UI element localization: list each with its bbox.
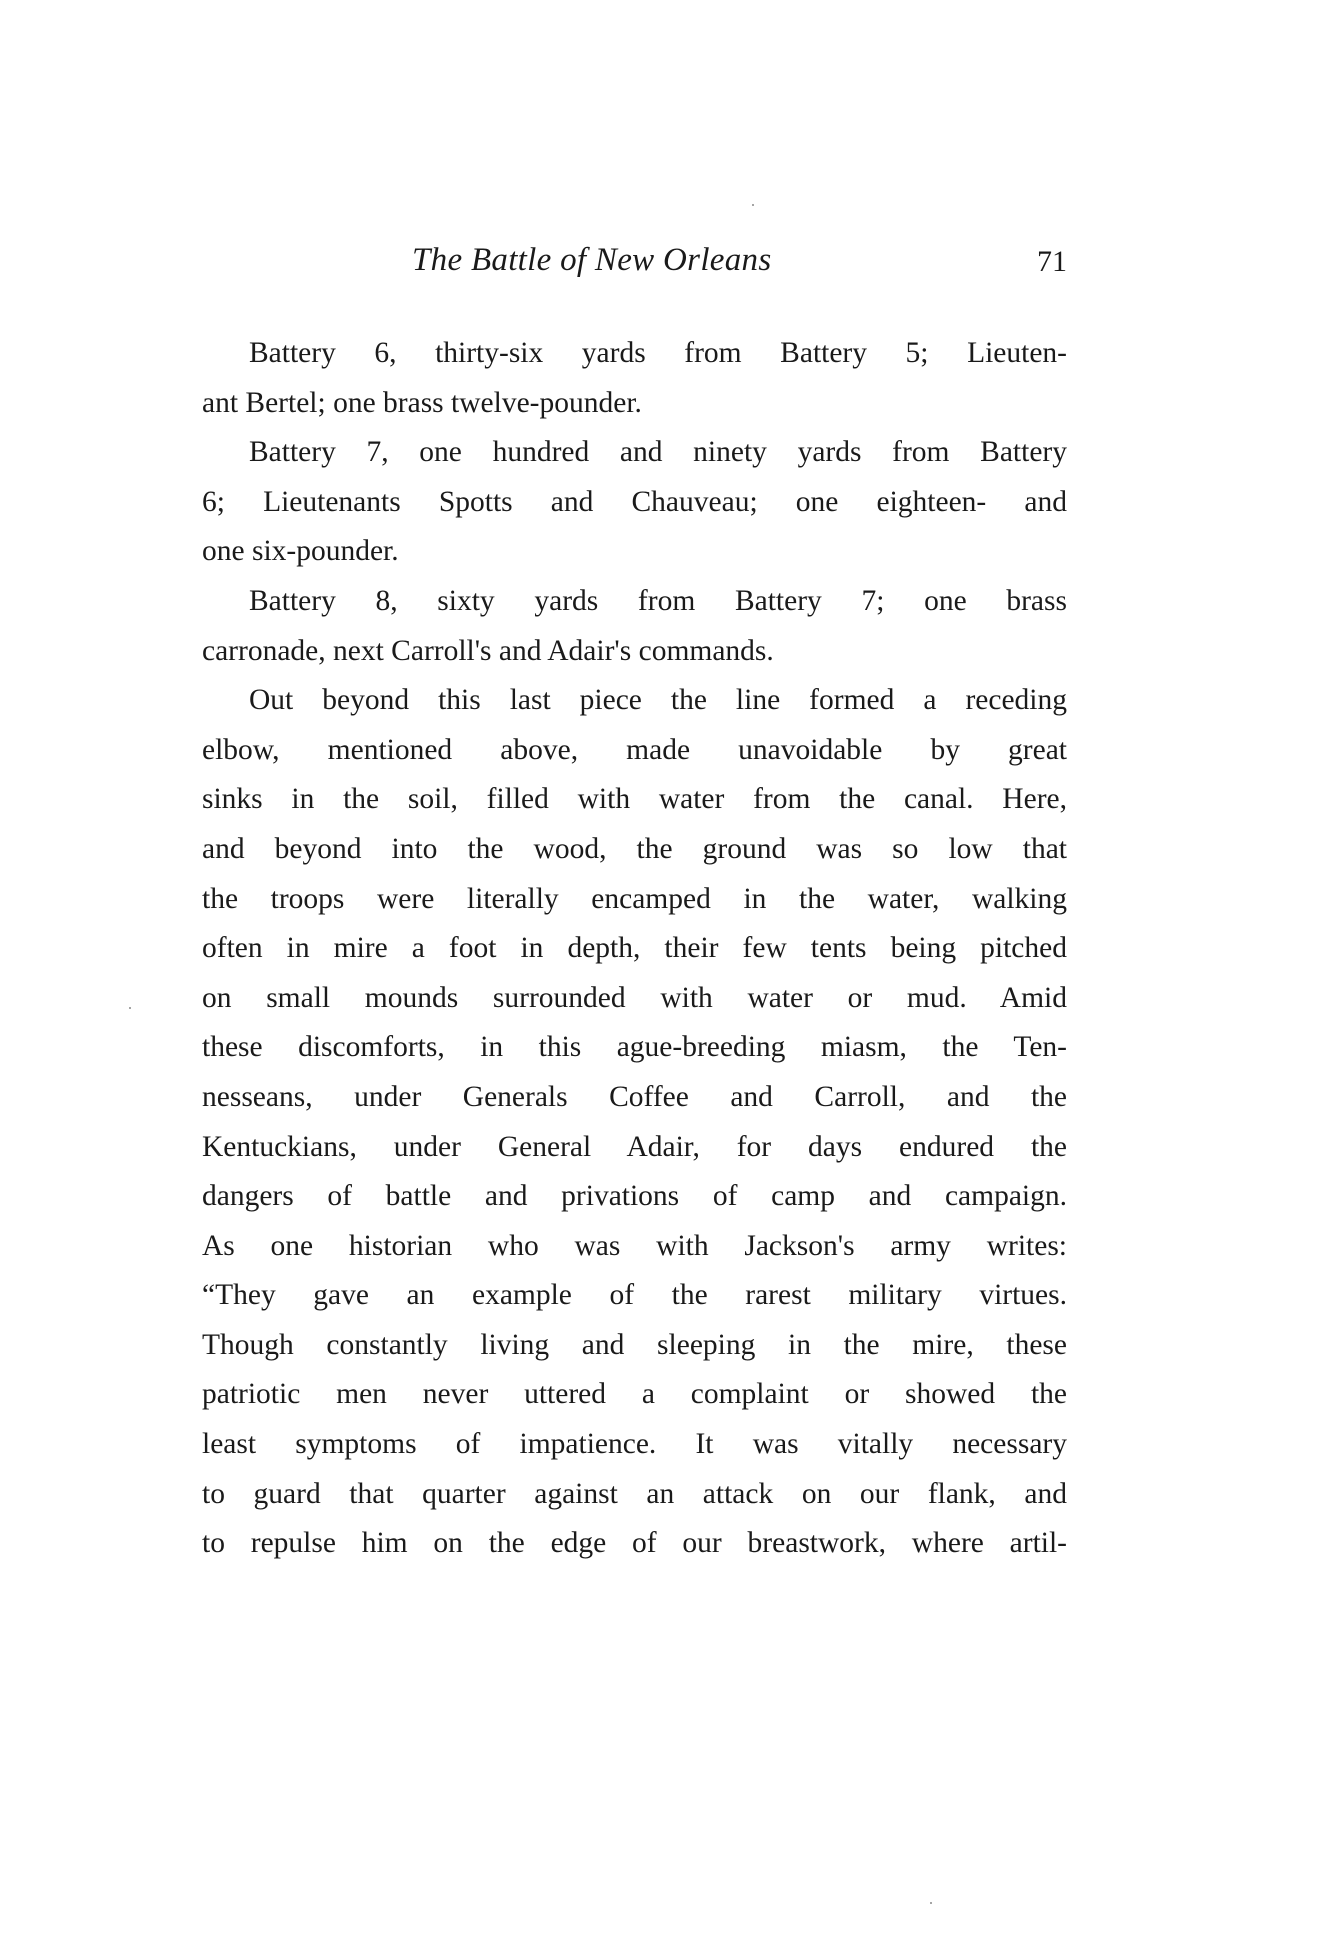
text-line: patriotic men never uttered a complaint or showed the bbox=[202, 1378, 1067, 1411]
text-line: sinks in the soil, filled with water from the canal. Here, bbox=[202, 783, 1067, 816]
page-number: 71 bbox=[1037, 245, 1067, 278]
text-line: often in mire a foot in depth, their few tents being pitched bbox=[202, 932, 1067, 965]
text-line: these discomforts, in this ague-breeding miasm, the Ten- bbox=[202, 1031, 1067, 1064]
scan-speck bbox=[129, 1007, 131, 1009]
paragraph bbox=[202, 577, 1067, 676]
text-line: on small mounds surrounded with water or mud. Amid bbox=[202, 981, 1067, 1014]
text-line: Battery 6, thirty-six yards from Battery 5; Lieuten- bbox=[249, 337, 1067, 369]
text-line: the troops were literally encamped in the water, walking bbox=[202, 882, 1067, 915]
text-line: Battery 7, one hundred and ninety yards from Battery bbox=[249, 436, 1067, 469]
text-line: “They gave an example of the rarest military virtues. bbox=[202, 1279, 1067, 1312]
text-line: least symptoms of impatience. It was vitally necessary bbox=[202, 1428, 1067, 1461]
text-line: nesseans, under Generals Coffee and Carroll, and the bbox=[202, 1080, 1067, 1113]
scan-speck bbox=[930, 1902, 932, 1904]
text-line: dangers of battle and privations of camp and campaign. bbox=[202, 1180, 1067, 1213]
text-line: Battery 8, sixty yards from Battery 7; one brass bbox=[249, 584, 1067, 617]
text-line: and beyond into the wood, the ground was so low that bbox=[202, 832, 1067, 865]
text-line: As one historian who was with Jackson's army writes: bbox=[202, 1229, 1067, 1262]
body-text bbox=[202, 329, 1067, 1569]
paragraph bbox=[202, 329, 1067, 428]
text-line: to repulse him on the edge of our breastwork, where artil- bbox=[202, 1527, 1067, 1560]
running-title: The Battle of New Orleans bbox=[412, 242, 772, 278]
text-line: to guard that quarter against an attack on our flank, and bbox=[202, 1477, 1067, 1510]
text-line: Though constantly living and sleeping in the mire, these bbox=[202, 1328, 1067, 1361]
running-head bbox=[202, 240, 1067, 284]
text-line: ant Bertel; one brass twelve-pounder. bbox=[202, 386, 642, 419]
scan-speck bbox=[752, 204, 754, 206]
text-line: carronade, next Carroll's and Adair's commands. bbox=[202, 634, 774, 667]
text-line: elbow, mentioned above, made unavoidable by great bbox=[202, 733, 1067, 766]
text-line: one six-pounder. bbox=[202, 535, 399, 568]
paragraph bbox=[202, 428, 1067, 577]
text-line: Kentuckians, under General Adair, for days endured the bbox=[202, 1130, 1067, 1163]
text-line: 6; Lieutenants Spotts and Chauveau; one eighteen- and bbox=[202, 485, 1067, 518]
paragraph bbox=[202, 676, 1067, 1569]
text-line: Out beyond this last piece the line formed a receding bbox=[249, 684, 1067, 717]
